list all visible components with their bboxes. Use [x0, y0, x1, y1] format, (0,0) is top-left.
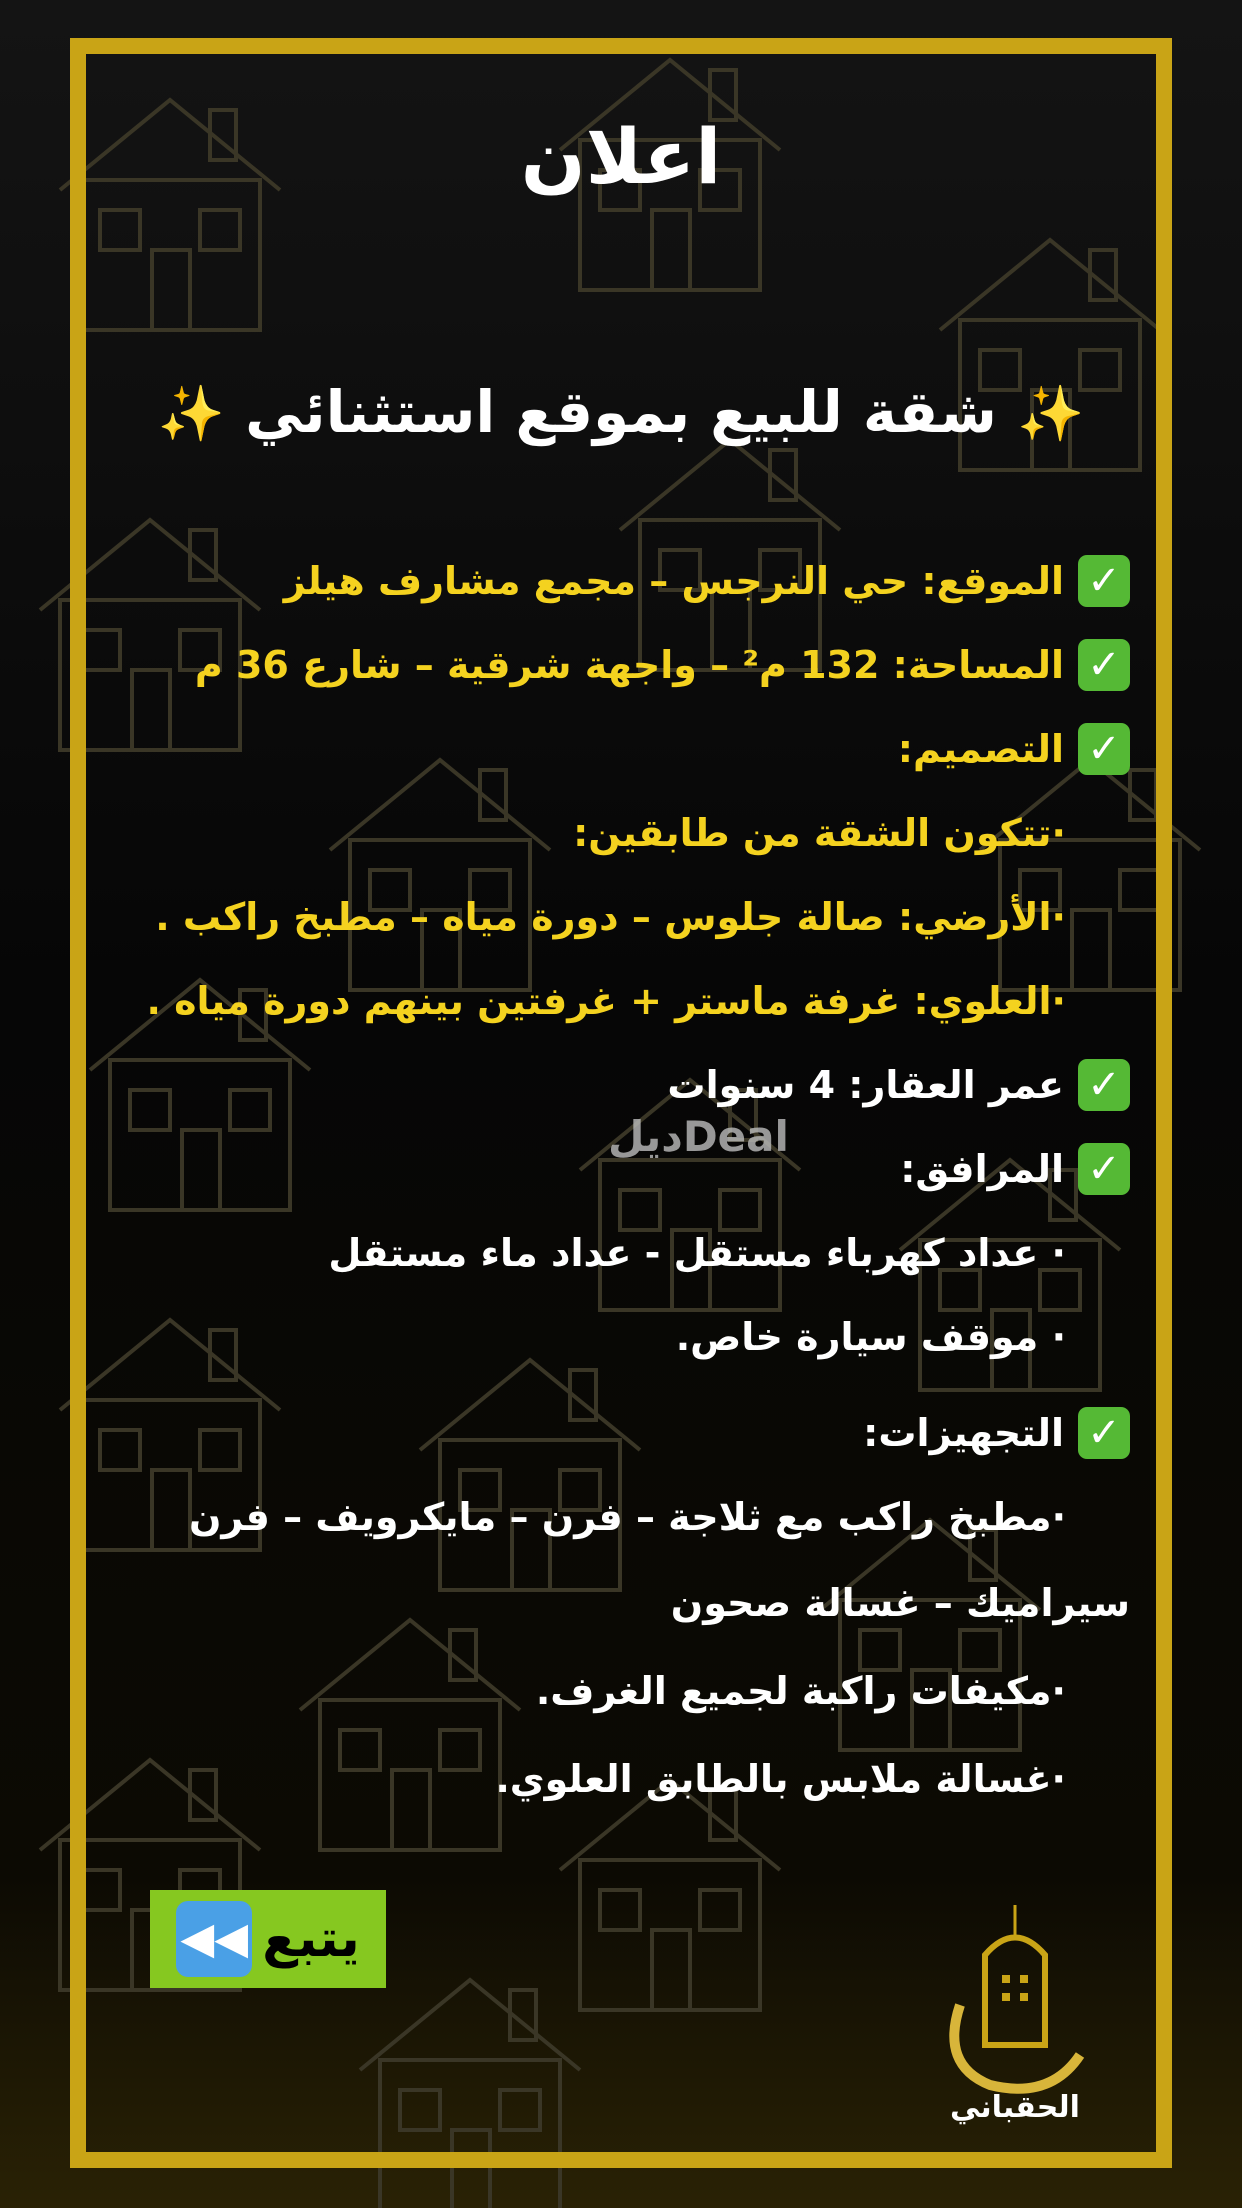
follow-badge — [150, 1890, 386, 1988]
design-item: ·تتكون الشقة من طابقين: — [573, 811, 1066, 855]
check-mark-icon: ✓ — [1078, 723, 1130, 775]
subtitle-text: شقة للبيع بموقع استثنائي — [245, 378, 997, 446]
check-mark-icon: ✓ — [1078, 639, 1130, 691]
design-item: ·العلوي: غرفة ماستر + غرفتين بينهم دورة مياه . — [146, 979, 1066, 1023]
equipment-heading: التجهيزات: — [863, 1411, 1064, 1455]
facilities-heading: المرافق: — [900, 1147, 1064, 1191]
deal-watermark: ديلDeal — [608, 1112, 789, 1161]
check-mark-icon: ✓ — [1078, 555, 1130, 607]
rewind-icon: ◀◀ — [176, 1901, 252, 1977]
sparkle-icon: ✨ — [1017, 382, 1085, 445]
check-mark-icon: ✓ — [1078, 1143, 1130, 1195]
sparkle-icon: ✨ — [157, 382, 225, 445]
area-text: المساحة: 132 م² – واجهة شرقية – شارع 36 م — [194, 643, 1064, 687]
age-text: عمر العقار: 4 سنوات — [667, 1063, 1064, 1107]
area-line — [195, 637, 1130, 693]
design-item: ·الأرضي: صالة جلوس – دورة مياه – مطبخ راكب . — [155, 895, 1066, 939]
check-mark-icon: ✓ — [1078, 1407, 1130, 1459]
facilities-item: · عداد كهرباء مستقل - عداد ماء مستقل — [328, 1231, 1066, 1275]
equipment-item-continued: سيراميك – غسالة صحون — [670, 1581, 1130, 1625]
company-logo — [930, 1895, 1100, 2125]
ad-subtitle — [120, 378, 1122, 446]
design-heading: التصميم: — [897, 727, 1064, 771]
check-mark-icon: ✓ — [1078, 1059, 1130, 1111]
equipment-item: ·مكيفات راكبة لجميع الغرف. — [535, 1669, 1066, 1713]
equipment-heading-line — [863, 1405, 1130, 1461]
location-line — [284, 553, 1130, 609]
facilities-heading-line — [900, 1141, 1130, 1197]
logo-text: الحقباني — [950, 2090, 1080, 2125]
ad-title: اعلان — [520, 112, 722, 201]
facilities-item: · موقف سيارة خاص. — [675, 1315, 1066, 1359]
design-heading-line — [898, 721, 1130, 777]
follow-label: يتبع — [262, 1909, 360, 1969]
equipment-item: ·غسالة ملابس بالطابق العلوي. — [495, 1757, 1066, 1801]
equipment-item: ·مطبخ راكب مع ثلاجة – فرن – مايكرويف – فرن — [188, 1495, 1066, 1539]
age-line — [667, 1057, 1130, 1113]
location-text: الموقع: حي النرجس – مجمع مشارف هيلز — [283, 559, 1064, 603]
